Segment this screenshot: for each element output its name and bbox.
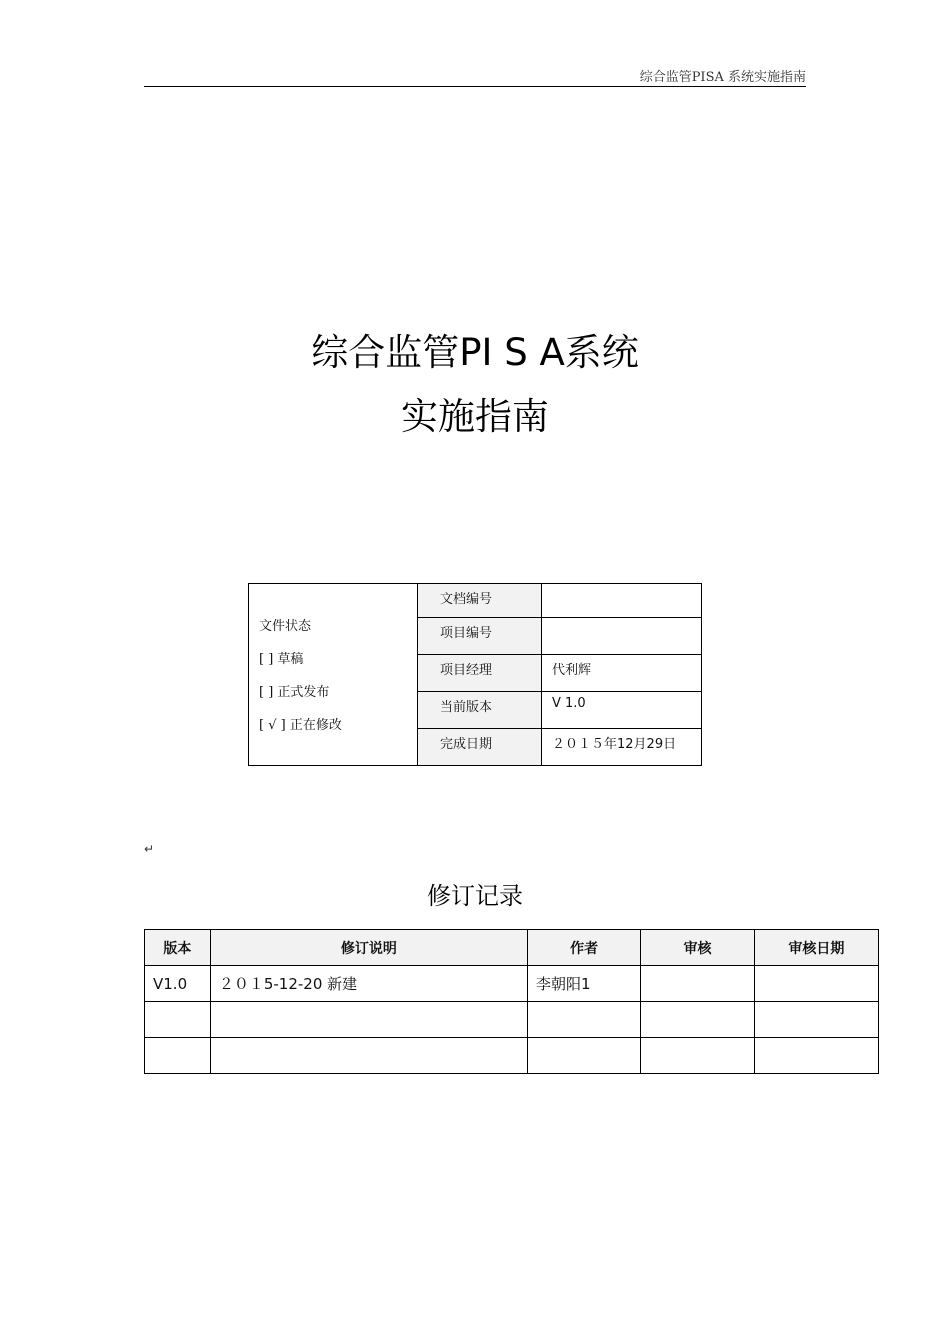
revision-history-table <box>144 929 879 1074</box>
document-info-table <box>248 583 702 766</box>
current-version-label: 当前版本 <box>418 692 542 729</box>
project-manager-value: 代利辉 <box>542 655 702 692</box>
completion-date-value: ２０１５年12月29日 <box>542 729 702 766</box>
cell-description <box>210 1038 527 1074</box>
cell-review-date <box>754 1002 878 1038</box>
file-status-cell <box>249 584 418 766</box>
status-option-draft: [ ] 草稿 <box>259 652 304 667</box>
status-option-modifying: [ √ ] 正在修改 <box>259 718 342 733</box>
document-subtitle: 实施指南 <box>401 395 549 438</box>
table-row <box>145 1038 879 1074</box>
running-header: 综合监管PISA 系统实施指南 <box>639 70 806 85</box>
cell-version <box>145 1002 211 1038</box>
cell-version <box>145 1038 211 1074</box>
table-header-row <box>145 930 879 966</box>
cell-author <box>527 1002 640 1038</box>
header-version: 版本 <box>145 930 211 966</box>
table-row <box>145 1002 879 1038</box>
header-description: 修订说明 <box>210 930 527 966</box>
current-version-value: V 1.0 <box>542 692 702 729</box>
cell-review <box>641 1002 754 1038</box>
cell-author <box>527 1038 640 1074</box>
revision-history-title: 修订记录 <box>427 882 523 910</box>
header-review: 审核 <box>641 930 754 966</box>
header-author: 作者 <box>527 930 640 966</box>
cell-version: V1.0 <box>145 966 211 1002</box>
cell-review <box>641 966 754 1002</box>
cell-description <box>210 1002 527 1038</box>
completion-date-label: 完成日期 <box>418 729 542 766</box>
document-title: 综合监管PI S A系统 <box>311 331 639 374</box>
cell-review <box>641 1038 754 1074</box>
cell-review-date <box>754 966 878 1002</box>
project-number-label: 项目编号 <box>418 618 542 655</box>
project-number-value <box>542 618 702 655</box>
doc-number-value <box>542 584 702 618</box>
paragraph-mark: ↵ <box>144 842 155 856</box>
file-status-label: 文件状态 <box>259 619 312 634</box>
status-option-released: [ ] 正式发布 <box>259 685 330 700</box>
header-rule <box>144 86 806 87</box>
cell-review-date <box>754 1038 878 1074</box>
cell-author: 李朝阳1 <box>527 966 640 1002</box>
project-manager-label: 项目经理 <box>418 655 542 692</box>
cell-description: ２０１5-12-20 新建 <box>210 966 527 1002</box>
header-review-date: 审核日期 <box>754 930 878 966</box>
doc-number-label: 文档编号 <box>418 584 542 618</box>
table-row <box>145 966 879 1002</box>
